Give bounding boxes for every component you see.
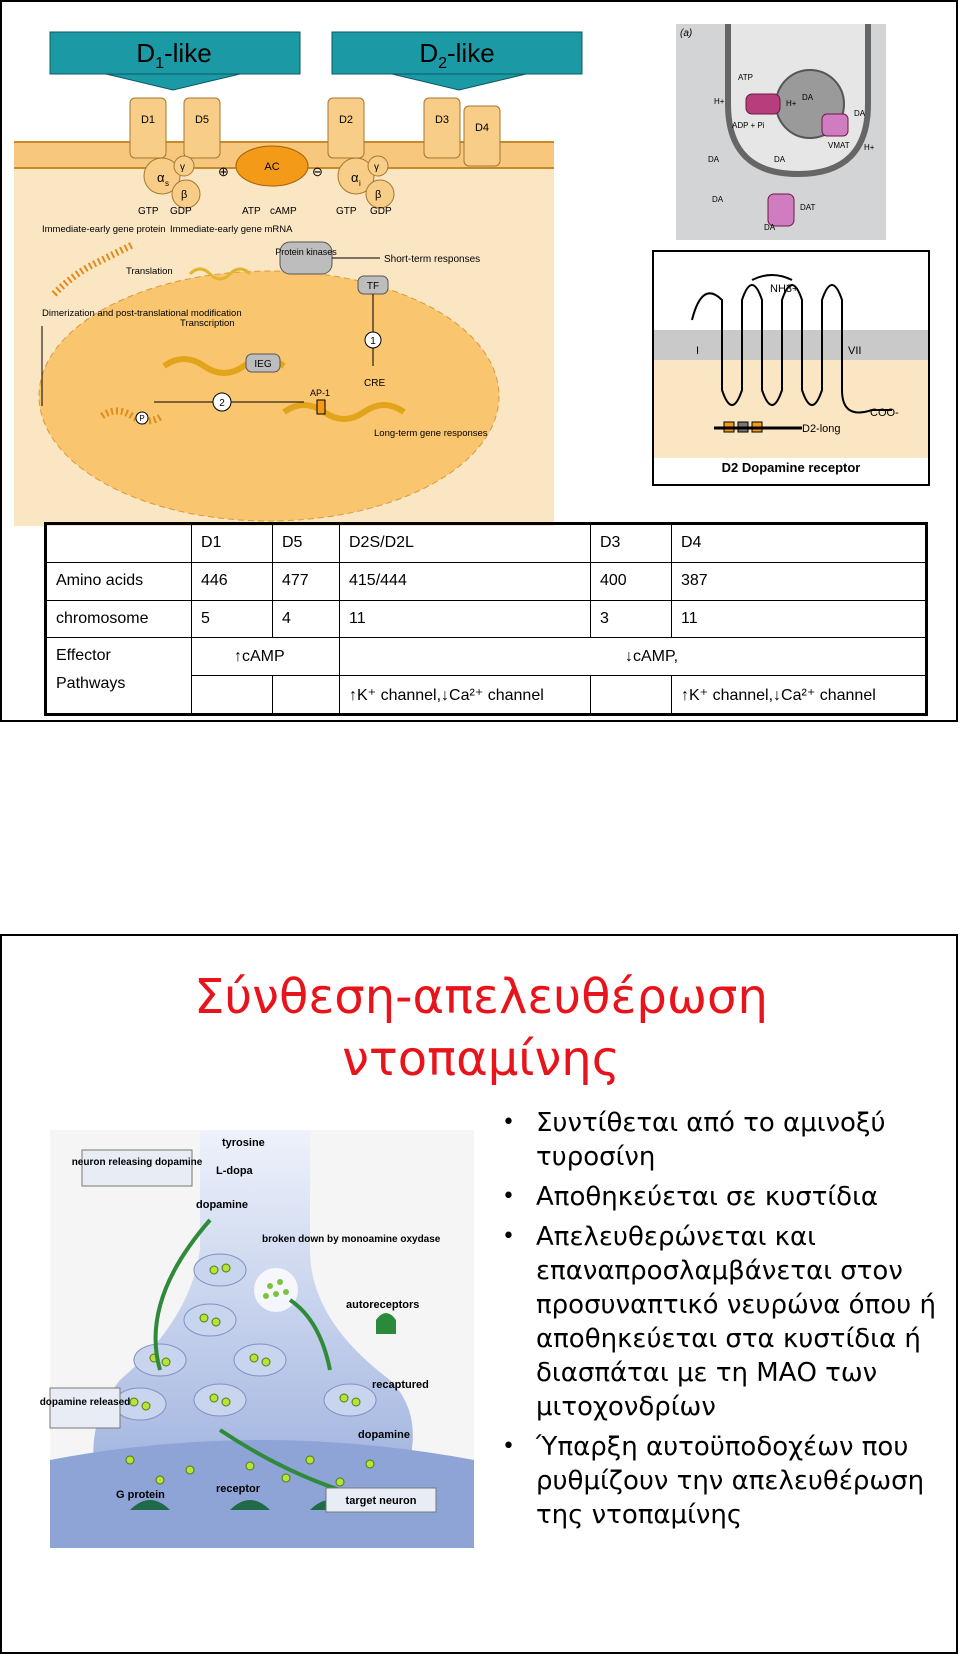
receptor-d5-label: D5 bbox=[194, 114, 210, 126]
tm7-label: VII bbox=[848, 345, 862, 357]
inset-vmat: VMAT bbox=[828, 141, 850, 150]
header-d5: D5 bbox=[273, 524, 340, 563]
broken-down-label: broken down by monoamine oxydase bbox=[262, 1234, 441, 1245]
d2-receptor-caption: D2 Dopamine receptor bbox=[721, 460, 861, 475]
receptor-d5 bbox=[184, 98, 220, 158]
bullet-item-2: • Αποθηκεύεται σε κυστίδια bbox=[502, 1180, 942, 1214]
chromosome-label: chromosome bbox=[46, 600, 192, 638]
effector-pathways-label bbox=[46, 638, 192, 715]
chrom-d5: 4 bbox=[273, 600, 340, 638]
dopamine-released-box bbox=[50, 1388, 120, 1428]
amino-d3: 400 bbox=[591, 562, 672, 600]
d1-like-banner bbox=[50, 32, 300, 90]
header-d1: D1 bbox=[192, 524, 273, 563]
neuron-releasing-label: neuron releasing dopamine bbox=[71, 1157, 203, 1168]
dopamine-cleft-label: dopamine bbox=[358, 1429, 410, 1441]
vmat-transporter bbox=[822, 114, 848, 136]
dopamine-release-figure bbox=[39, 1130, 474, 1548]
ldopa-label: L-dopa bbox=[216, 1165, 253, 1177]
gamma-right: γ bbox=[374, 162, 379, 173]
alpha-i-sub: i bbox=[359, 179, 361, 188]
gdp-left: GDP bbox=[170, 206, 192, 217]
amino-d5: 477 bbox=[273, 562, 340, 600]
vesicle-1 bbox=[194, 1254, 246, 1286]
receptor-d1 bbox=[130, 98, 166, 158]
bullet-item-1: • Συντίθεται από το αμινοξύ τυροσίνη bbox=[502, 1106, 942, 1174]
vesicle-2 bbox=[184, 1304, 236, 1336]
inset-da-vesicle: DA bbox=[802, 93, 814, 102]
dopamine-label: dopamine bbox=[196, 1199, 248, 1211]
inset-adp: ADP + Pi bbox=[732, 121, 765, 130]
synapse-inset bbox=[676, 24, 886, 240]
beta-right: β bbox=[375, 189, 382, 201]
table-row-amino-acids bbox=[46, 562, 927, 600]
inset-h3: H+ bbox=[864, 143, 875, 152]
g-protein-label: G protein bbox=[116, 1489, 165, 1501]
vesicle-7 bbox=[324, 1384, 376, 1416]
tyrosine-label: tyrosine bbox=[222, 1137, 265, 1149]
ap1-box bbox=[317, 400, 325, 414]
chrom-d2: 11 bbox=[340, 600, 591, 638]
inset-da-vmat: DA bbox=[854, 109, 866, 118]
bullet-item-3: • Απελευθερώνεται και επαναπροσλαμβάνεται στον προσυναπτικό νευρώνα όπου ή αποθηκεύεται στα κυστίδια ή διασπάται με τη ΜΑΟ των μιτοχονδρίων bbox=[502, 1220, 942, 1424]
d2-like-sub: 2 bbox=[438, 55, 448, 72]
atp-label: ATP bbox=[242, 206, 261, 217]
inset-dat: DAT bbox=[800, 203, 816, 212]
chrom-d4: 11 bbox=[672, 600, 927, 638]
vesicle-3 bbox=[134, 1344, 186, 1376]
table-header-row bbox=[46, 524, 927, 563]
effector-d5-empty bbox=[273, 676, 340, 715]
ieg-label: IEG bbox=[254, 359, 272, 370]
effector-d1-empty bbox=[192, 676, 273, 715]
receptor-d4-label: D4 bbox=[474, 122, 490, 134]
effector-label-line2: Pathways bbox=[56, 675, 126, 693]
slide-title-line1: Σύνθεση-απελευθέρωση bbox=[194, 969, 768, 1025]
chrom-d3: 3 bbox=[591, 600, 672, 638]
mao-breakdown-cluster bbox=[254, 1268, 298, 1312]
translation-label: Translation bbox=[126, 266, 173, 277]
d1-like-suffix: -like bbox=[164, 38, 212, 68]
dopamine-released-label: dopamine released bbox=[39, 1397, 131, 1408]
inset-da-1: DA bbox=[708, 155, 720, 164]
ac-label: AC bbox=[264, 161, 280, 173]
amino-d1: 446 bbox=[192, 562, 273, 600]
receptor-properties-table bbox=[44, 522, 928, 716]
header-d2: D2S/D2L bbox=[340, 524, 591, 563]
bullet-list bbox=[502, 1106, 942, 1538]
d1-like-main: D bbox=[136, 38, 156, 68]
tf-label: TF bbox=[366, 281, 380, 292]
inhibition-sign: ⊖ bbox=[312, 164, 323, 179]
vesicle-4 bbox=[234, 1344, 286, 1376]
bullet-item-4: • Ύπαρξη αυτοϋποδοχέων που ρυθμίζουν την απελευθέρωση της ντοπαμίνης bbox=[502, 1430, 942, 1532]
activation-sign: ⊕ bbox=[218, 164, 229, 179]
gamma-left: γ bbox=[180, 162, 185, 173]
alpha-s-label: α bbox=[157, 170, 165, 185]
inset-h1: H+ bbox=[714, 97, 725, 106]
alpha-s-sub: s bbox=[165, 179, 169, 188]
target-neuron-label: target neuron bbox=[345, 1495, 417, 1507]
receptor-d3 bbox=[424, 98, 460, 158]
phosphate-label: P bbox=[139, 414, 145, 423]
step-one-label: 1 bbox=[370, 336, 376, 347]
recaptured-label: recaptured bbox=[372, 1379, 429, 1391]
long-term-label: Long-term gene responses bbox=[374, 428, 488, 439]
svg-text:D1-like bbox=[136, 38, 211, 72]
inset-da-2: DA bbox=[712, 195, 724, 204]
slide-title-line2: ντοπαμίνης bbox=[342, 1031, 620, 1087]
vesicle-6 bbox=[194, 1384, 246, 1416]
inset-da-3: DA bbox=[764, 223, 776, 232]
ap1-label: AP-1 bbox=[310, 388, 331, 398]
slide-dopamine-receptors bbox=[0, 0, 958, 722]
protein-kinases-label: Protein kinases bbox=[275, 247, 337, 257]
receptor-d3-label: D3 bbox=[434, 114, 450, 126]
camp-label: cAMP bbox=[270, 206, 297, 217]
table-corner-cell bbox=[46, 524, 192, 563]
d2-like-banner bbox=[332, 32, 582, 90]
amino-d4: 387 bbox=[672, 562, 927, 600]
effector-d4-channels: ↑K⁺ channel,↓Ca²⁺ channel bbox=[672, 676, 927, 715]
beta-left: β bbox=[181, 189, 188, 201]
ieg-protein-label: Immediate-early gene protein bbox=[42, 224, 166, 235]
svg-text:D2-like bbox=[419, 38, 494, 72]
effector-label-line1: Effector bbox=[56, 647, 111, 665]
d1-like-sub: 1 bbox=[155, 55, 165, 72]
header-d3: D3 bbox=[591, 524, 672, 563]
table-row-effector-1 bbox=[46, 638, 927, 676]
atpase-pump bbox=[746, 94, 780, 114]
coo-label: COO- bbox=[870, 407, 899, 419]
d1-like-camp-up: ↑cAMP bbox=[192, 638, 340, 676]
chrom-d1: 5 bbox=[192, 600, 273, 638]
ieg-mrna-label: Immediate-early gene mRNA bbox=[170, 224, 293, 235]
nh3-label: NH3+ bbox=[770, 283, 799, 295]
d2-like-main: D bbox=[419, 38, 439, 68]
short-term-label: Short-term responses bbox=[384, 254, 481, 265]
receptor-label: receptor bbox=[216, 1483, 261, 1495]
dimerization-label: Dimerization and post-translational modification bbox=[42, 308, 242, 319]
receptor-d2 bbox=[328, 98, 364, 158]
slide-dopamine-synthesis bbox=[0, 934, 958, 1654]
gtp-right: GTP bbox=[336, 206, 357, 217]
d2-like-camp-down: ↓cAMP, bbox=[340, 638, 927, 676]
receptor-d4 bbox=[464, 106, 500, 166]
amino-d2: 415/444 bbox=[340, 562, 591, 600]
inset-h2: H+ bbox=[786, 99, 797, 108]
header-d4: D4 bbox=[672, 524, 927, 563]
inset-da-4: DA bbox=[774, 155, 786, 164]
inset-atp: ATP bbox=[738, 73, 753, 82]
gtp-left: GTP bbox=[138, 206, 159, 217]
dat-transporter bbox=[768, 194, 794, 226]
gdp-right: GDP bbox=[370, 206, 392, 217]
d2-like-suffix: -like bbox=[447, 38, 495, 68]
effector-d2-channels: ↑K⁺ channel,↓Ca²⁺ channel bbox=[340, 676, 591, 715]
neuron-releasing-box bbox=[82, 1150, 192, 1186]
alpha-i-label: α bbox=[351, 170, 359, 185]
d2-long-label: D2-long bbox=[802, 423, 841, 435]
d2-receptor-inset bbox=[652, 250, 930, 486]
signaling-pathway-figure bbox=[14, 26, 554, 526]
effector-d3-empty bbox=[591, 676, 672, 715]
tm1-label: I bbox=[696, 345, 700, 357]
autoreceptors-label: autoreceptors bbox=[346, 1299, 420, 1311]
step-two-label: 2 bbox=[219, 398, 225, 409]
amino-acids-label: Amino acids bbox=[46, 562, 192, 600]
cre-label: CRE bbox=[364, 378, 386, 389]
receptor-d2-label: D2 bbox=[338, 114, 354, 126]
receptor-d1-label: D1 bbox=[140, 114, 156, 126]
inset-a-label: (a) bbox=[680, 28, 693, 39]
table-row-chromosome bbox=[46, 600, 927, 638]
transcription-label: Transcription bbox=[180, 318, 235, 329]
